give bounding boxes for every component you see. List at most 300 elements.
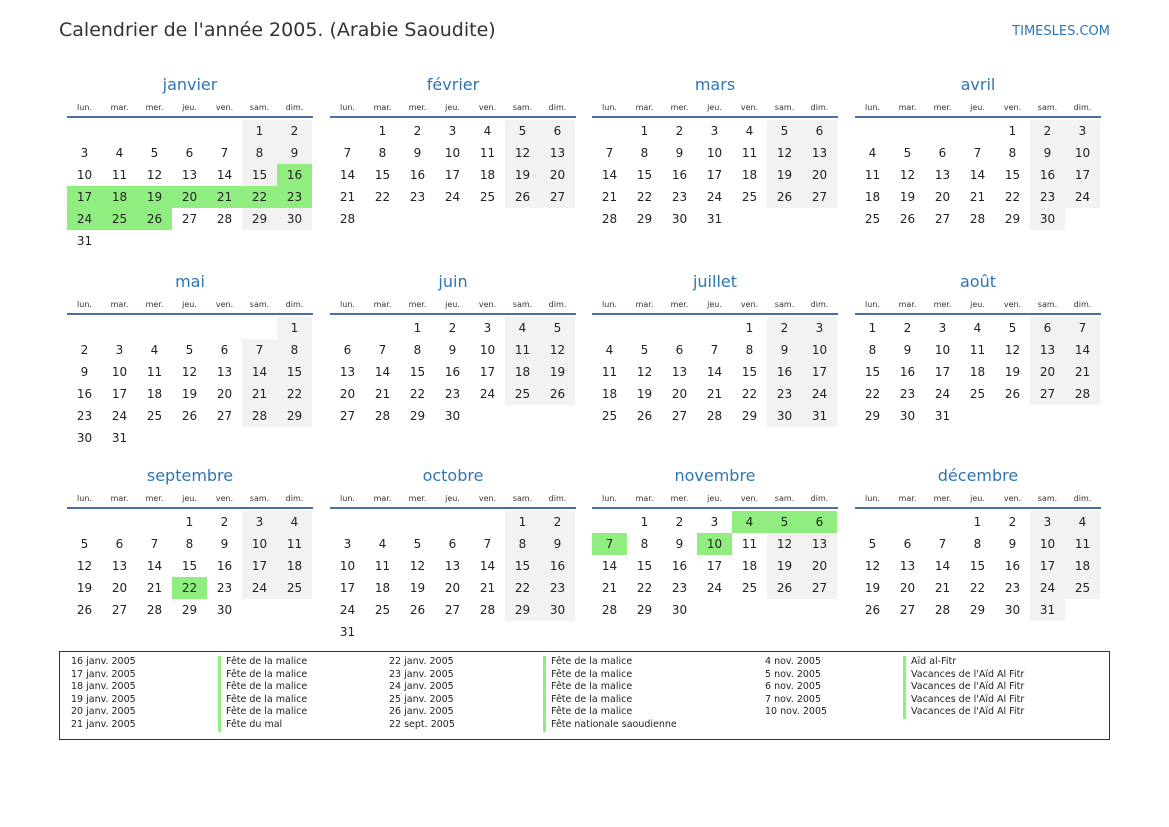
day-cell[interactable]: 11 <box>277 533 312 555</box>
day-cell[interactable]: 12 <box>540 339 575 361</box>
day-cell[interactable]: 24 <box>242 577 277 599</box>
day-cell[interactable]: 5 <box>767 120 802 142</box>
day-cell[interactable]: 7 <box>592 533 627 555</box>
day-cell[interactable]: 2 <box>448 321 457 335</box>
day-cell[interactable]: 11 <box>601 365 618 379</box>
day-cell[interactable]: 16 <box>216 559 233 573</box>
day-cell[interactable]: 15 <box>864 365 881 379</box>
day-cell[interactable]: 10 <box>802 339 837 361</box>
day-cell[interactable]: 20 <box>540 164 575 186</box>
day-cell[interactable]: 3 <box>1065 120 1100 142</box>
day-cell[interactable]: 1 <box>973 515 982 529</box>
day-cell[interactable]: 8 <box>1008 146 1017 160</box>
day-cell[interactable]: 20 <box>1030 361 1065 383</box>
day-cell[interactable]: 13 <box>899 559 916 573</box>
day-cell[interactable]: 17 <box>934 365 951 379</box>
brand-link[interactable]: TIMESLES.COM <box>1012 24 1110 39</box>
day-cell[interactable]: 13 <box>802 533 837 555</box>
day-cell[interactable]: 4 <box>1065 511 1100 533</box>
day-cell[interactable]: 3 <box>1030 511 1065 533</box>
day-cell[interactable]: 27 <box>216 409 233 423</box>
day-cell[interactable]: 10 <box>479 343 496 357</box>
day-cell[interactable]: 24 <box>339 603 356 617</box>
day-cell[interactable]: 22 <box>636 581 653 595</box>
day-cell[interactable]: 23 <box>409 190 426 204</box>
day-cell[interactable]: 27 <box>444 603 461 617</box>
day-cell[interactable]: 5 <box>413 537 422 551</box>
day-cell[interactable]: 13 <box>444 559 461 573</box>
day-cell[interactable]: 16 <box>767 361 802 383</box>
day-cell[interactable]: 28 <box>1065 383 1100 405</box>
day-cell[interactable]: 4 <box>150 343 159 357</box>
day-cell[interactable]: 31 <box>934 409 951 423</box>
day-cell[interactable]: 6 <box>343 343 352 357</box>
day-cell[interactable]: 25 <box>479 190 496 204</box>
day-cell[interactable]: 5 <box>1008 321 1017 335</box>
day-cell[interactable]: 18 <box>102 186 137 208</box>
day-cell[interactable]: 28 <box>934 603 951 617</box>
day-cell[interactable]: 15 <box>741 365 758 379</box>
day-cell[interactable]: 28 <box>339 212 356 226</box>
day-cell[interactable]: 7 <box>150 537 159 551</box>
day-cell[interactable]: 22 <box>505 577 540 599</box>
day-cell[interactable]: 10 <box>111 365 128 379</box>
day-cell[interactable]: 27 <box>1030 383 1065 405</box>
day-cell[interactable]: 18 <box>741 168 758 182</box>
day-cell[interactable]: 1 <box>640 124 649 138</box>
day-cell[interactable]: 16 <box>409 168 426 182</box>
day-cell[interactable]: 26 <box>767 577 802 599</box>
day-cell[interactable]: 2 <box>1030 120 1065 142</box>
day-cell[interactable]: 28 <box>374 409 391 423</box>
day-cell[interactable]: 7 <box>1065 317 1100 339</box>
day-cell[interactable]: 8 <box>277 339 312 361</box>
day-cell[interactable]: 2 <box>220 515 229 529</box>
day-cell[interactable]: 30 <box>1030 208 1065 230</box>
day-cell[interactable]: 6 <box>185 146 194 160</box>
day-cell[interactable]: 26 <box>1004 387 1021 401</box>
day-cell[interactable]: 20 <box>111 581 128 595</box>
day-cell[interactable]: 18 <box>277 555 312 577</box>
day-cell[interactable]: 2 <box>413 124 422 138</box>
day-cell[interactable]: 29 <box>636 603 653 617</box>
day-cell[interactable]: 30 <box>216 603 233 617</box>
day-cell[interactable]: 25 <box>505 383 540 405</box>
day-cell[interactable]: 4 <box>115 146 124 160</box>
day-cell[interactable]: 24 <box>934 387 951 401</box>
day-cell[interactable]: 10 <box>1030 533 1065 555</box>
day-cell[interactable]: 14 <box>601 559 618 573</box>
day-cell[interactable]: 17 <box>1065 164 1100 186</box>
day-cell[interactable]: 31 <box>1030 599 1065 621</box>
day-cell[interactable]: 24 <box>444 190 461 204</box>
day-cell[interactable]: 8 <box>185 537 194 551</box>
day-cell[interactable]: 24 <box>479 387 496 401</box>
day-cell[interactable]: 22 <box>1004 190 1021 204</box>
day-cell[interactable]: 9 <box>277 142 312 164</box>
day-cell[interactable]: 22 <box>374 190 391 204</box>
day-cell[interactable]: 18 <box>1065 555 1100 577</box>
day-cell[interactable]: 5 <box>640 343 649 357</box>
day-cell[interactable]: 19 <box>76 581 93 595</box>
day-cell[interactable]: 21 <box>479 581 496 595</box>
day-cell[interactable]: 11 <box>505 339 540 361</box>
day-cell[interactable]: 31 <box>111 431 128 445</box>
day-cell[interactable]: 8 <box>640 537 649 551</box>
day-cell[interactable]: 12 <box>636 365 653 379</box>
day-cell[interactable]: 27 <box>802 186 837 208</box>
day-cell[interactable]: 16 <box>76 387 93 401</box>
day-cell[interactable]: 20 <box>339 387 356 401</box>
day-cell[interactable]: 22 <box>741 387 758 401</box>
day-cell[interactable]: 12 <box>146 168 163 182</box>
day-cell[interactable]: 30 <box>444 409 461 423</box>
day-cell[interactable]: 1 <box>640 515 649 529</box>
day-cell[interactable]: 7 <box>220 146 229 160</box>
day-cell[interactable]: 7 <box>343 146 352 160</box>
day-cell[interactable]: 4 <box>505 317 540 339</box>
day-cell[interactable]: 13 <box>802 142 837 164</box>
day-cell[interactable]: 28 <box>601 603 618 617</box>
day-cell[interactable]: 2 <box>675 124 684 138</box>
day-cell[interactable]: 11 <box>146 365 163 379</box>
day-cell[interactable]: 3 <box>115 343 124 357</box>
day-cell[interactable]: 1 <box>745 321 754 335</box>
day-cell[interactable]: 17 <box>802 361 837 383</box>
day-cell[interactable]: 23 <box>1004 581 1021 595</box>
day-cell[interactable]: 18 <box>146 387 163 401</box>
day-cell[interactable]: 6 <box>802 511 837 533</box>
day-cell[interactable]: 1 <box>277 317 312 339</box>
day-cell[interactable]: 19 <box>636 387 653 401</box>
day-cell[interactable]: 27 <box>671 409 688 423</box>
day-cell[interactable]: 11 <box>111 168 128 182</box>
day-cell[interactable]: 17 <box>242 555 277 577</box>
day-cell[interactable]: 30 <box>671 603 688 617</box>
day-cell[interactable]: 25 <box>1065 577 1100 599</box>
day-cell[interactable]: 19 <box>137 186 172 208</box>
day-cell[interactable]: 10 <box>706 146 723 160</box>
day-cell[interactable]: 7 <box>378 343 387 357</box>
day-cell[interactable]: 27 <box>111 603 128 617</box>
day-cell[interactable]: 19 <box>505 164 540 186</box>
day-cell[interactable]: 18 <box>741 559 758 573</box>
day-cell[interactable]: 14 <box>706 365 723 379</box>
day-cell[interactable]: 16 <box>671 168 688 182</box>
day-cell[interactable]: 3 <box>483 321 492 335</box>
day-cell[interactable]: 10 <box>1065 142 1100 164</box>
day-cell[interactable]: 8 <box>640 146 649 160</box>
day-cell[interactable]: 20 <box>802 164 837 186</box>
day-cell[interactable]: 30 <box>76 431 93 445</box>
day-cell[interactable]: 27 <box>802 577 837 599</box>
day-cell[interactable]: 9 <box>903 343 912 357</box>
day-cell[interactable]: 30 <box>899 409 916 423</box>
day-cell[interactable]: 12 <box>1004 343 1021 357</box>
day-cell[interactable]: 5 <box>903 146 912 160</box>
day-cell[interactable]: 22 <box>172 577 207 599</box>
day-cell[interactable]: 26 <box>409 603 426 617</box>
day-cell[interactable]: 29 <box>636 212 653 226</box>
day-cell[interactable]: 24 <box>706 190 723 204</box>
day-cell[interactable]: 28 <box>146 603 163 617</box>
day-cell[interactable]: 17 <box>479 365 496 379</box>
day-cell[interactable]: 29 <box>741 409 758 423</box>
day-cell[interactable]: 3 <box>242 511 277 533</box>
day-cell[interactable]: 23 <box>767 383 802 405</box>
day-cell[interactable]: 6 <box>938 146 947 160</box>
day-cell[interactable]: 4 <box>378 537 387 551</box>
day-cell[interactable]: 21 <box>969 190 986 204</box>
day-cell[interactable]: 13 <box>540 142 575 164</box>
day-cell[interactable]: 8 <box>242 142 277 164</box>
day-cell[interactable]: 2 <box>675 515 684 529</box>
day-cell[interactable]: 19 <box>181 387 198 401</box>
day-cell[interactable]: 26 <box>899 212 916 226</box>
day-cell[interactable]: 26 <box>137 208 172 230</box>
day-cell[interactable]: 13 <box>111 559 128 573</box>
day-cell[interactable]: 13 <box>671 365 688 379</box>
day-cell[interactable]: 23 <box>1030 186 1065 208</box>
day-cell[interactable]: 31 <box>706 212 723 226</box>
day-cell[interactable]: 4 <box>745 124 754 138</box>
day-cell[interactable]: 8 <box>868 343 877 357</box>
day-cell[interactable]: 20 <box>899 581 916 595</box>
day-cell[interactable]: 22 <box>409 387 426 401</box>
day-cell[interactable]: 21 <box>601 581 618 595</box>
day-cell[interactable]: 18 <box>969 365 986 379</box>
day-cell[interactable]: 17 <box>706 559 723 573</box>
day-cell[interactable]: 4 <box>483 124 492 138</box>
day-cell[interactable]: 4 <box>605 343 614 357</box>
day-cell[interactable]: 26 <box>636 409 653 423</box>
day-cell[interactable]: 13 <box>339 365 356 379</box>
day-cell[interactable]: 9 <box>675 146 684 160</box>
day-cell[interactable]: 28 <box>216 212 233 226</box>
day-cell[interactable]: 7 <box>242 339 277 361</box>
day-cell[interactable]: 14 <box>1065 339 1100 361</box>
day-cell[interactable]: 4 <box>868 146 877 160</box>
day-cell[interactable]: 13 <box>181 168 198 182</box>
day-cell[interactable]: 18 <box>505 361 540 383</box>
day-cell[interactable]: 15 <box>1004 168 1021 182</box>
day-cell[interactable]: 22 <box>277 383 312 405</box>
day-cell[interactable]: 16 <box>899 365 916 379</box>
day-cell[interactable]: 12 <box>767 142 802 164</box>
day-cell[interactable]: 4 <box>277 511 312 533</box>
day-cell[interactable]: 31 <box>76 234 93 248</box>
day-cell[interactable]: 6 <box>115 537 124 551</box>
day-cell[interactable]: 25 <box>277 577 312 599</box>
day-cell[interactable]: 16 <box>1004 559 1021 573</box>
day-cell[interactable]: 10 <box>242 533 277 555</box>
day-cell[interactable]: 21 <box>207 186 242 208</box>
day-cell[interactable]: 24 <box>802 383 837 405</box>
day-cell[interactable]: 21 <box>339 190 356 204</box>
day-cell[interactable]: 12 <box>864 559 881 573</box>
day-cell[interactable]: 20 <box>802 555 837 577</box>
day-cell[interactable]: 6 <box>448 537 457 551</box>
day-cell[interactable]: 17 <box>444 168 461 182</box>
day-cell[interactable]: 15 <box>242 164 277 186</box>
day-cell[interactable]: 6 <box>802 120 837 142</box>
day-cell[interactable]: 29 <box>1004 212 1021 226</box>
day-cell[interactable]: 19 <box>409 581 426 595</box>
day-cell[interactable]: 28 <box>969 212 986 226</box>
day-cell[interactable]: 9 <box>220 537 229 551</box>
day-cell[interactable]: 27 <box>181 212 198 226</box>
day-cell[interactable]: 19 <box>864 581 881 595</box>
day-cell[interactable]: 30 <box>767 405 802 427</box>
day-cell[interactable]: 28 <box>706 409 723 423</box>
day-cell[interactable]: 8 <box>378 146 387 160</box>
day-cell[interactable]: 10 <box>444 146 461 160</box>
day-cell[interactable]: 22 <box>242 186 277 208</box>
day-cell[interactable]: 2 <box>80 343 89 357</box>
day-cell[interactable]: 30 <box>540 599 575 621</box>
day-cell[interactable]: 15 <box>505 555 540 577</box>
day-cell[interactable]: 11 <box>864 168 881 182</box>
day-cell[interactable]: 4 <box>732 511 767 533</box>
day-cell[interactable]: 24 <box>111 409 128 423</box>
day-cell[interactable]: 24 <box>67 208 102 230</box>
day-cell[interactable]: 14 <box>969 168 986 182</box>
day-cell[interactable]: 3 <box>343 537 352 551</box>
day-cell[interactable]: 2 <box>540 511 575 533</box>
day-cell[interactable]: 11 <box>374 559 391 573</box>
day-cell[interactable]: 6 <box>220 343 229 357</box>
day-cell[interactable]: 26 <box>505 186 540 208</box>
day-cell[interactable]: 14 <box>146 559 163 573</box>
day-cell[interactable]: 27 <box>899 603 916 617</box>
day-cell[interactable]: 16 <box>540 555 575 577</box>
day-cell[interactable]: 19 <box>767 555 802 577</box>
day-cell[interactable]: 1 <box>242 120 277 142</box>
day-cell[interactable]: 18 <box>864 190 881 204</box>
day-cell[interactable]: 8 <box>505 533 540 555</box>
day-cell[interactable]: 9 <box>540 533 575 555</box>
day-cell[interactable]: 11 <box>741 146 758 160</box>
day-cell[interactable]: 29 <box>409 409 426 423</box>
day-cell[interactable]: 19 <box>1004 365 1021 379</box>
day-cell[interactable]: 2 <box>903 321 912 335</box>
day-cell[interactable]: 24 <box>1030 577 1065 599</box>
day-cell[interactable]: 3 <box>80 146 89 160</box>
day-cell[interactable]: 26 <box>767 186 802 208</box>
day-cell[interactable]: 9 <box>413 146 422 160</box>
day-cell[interactable]: 14 <box>242 361 277 383</box>
day-cell[interactable]: 12 <box>767 533 802 555</box>
day-cell[interactable]: 7 <box>483 537 492 551</box>
day-cell[interactable]: 7 <box>605 146 614 160</box>
day-cell[interactable]: 27 <box>934 212 951 226</box>
day-cell[interactable]: 12 <box>409 559 426 573</box>
day-cell[interactable]: 23 <box>444 387 461 401</box>
day-cell[interactable]: 21 <box>374 387 391 401</box>
day-cell[interactable]: 9 <box>1008 537 1017 551</box>
day-cell[interactable]: 25 <box>741 190 758 204</box>
day-cell[interactable]: 14 <box>934 559 951 573</box>
day-cell[interactable]: 19 <box>540 361 575 383</box>
day-cell[interactable]: 12 <box>181 365 198 379</box>
day-cell[interactable]: 28 <box>479 603 496 617</box>
day-cell[interactable]: 10 <box>697 533 732 555</box>
day-cell[interactable]: 1 <box>868 321 877 335</box>
day-cell[interactable]: 6 <box>903 537 912 551</box>
day-cell[interactable]: 20 <box>934 190 951 204</box>
day-cell[interactable]: 7 <box>938 537 947 551</box>
day-cell[interactable]: 5 <box>150 146 159 160</box>
day-cell[interactable]: 6 <box>675 343 684 357</box>
day-cell[interactable]: 19 <box>899 190 916 204</box>
day-cell[interactable]: 21 <box>601 190 618 204</box>
day-cell[interactable]: 21 <box>934 581 951 595</box>
day-cell[interactable]: 23 <box>76 409 93 423</box>
day-cell[interactable]: 15 <box>277 361 312 383</box>
day-cell[interactable]: 14 <box>601 168 618 182</box>
day-cell[interactable]: 15 <box>374 168 391 182</box>
day-cell[interactable]: 26 <box>540 383 575 405</box>
day-cell[interactable]: 25 <box>146 409 163 423</box>
day-cell[interactable]: 2 <box>1008 515 1017 529</box>
day-cell[interactable]: 9 <box>767 339 802 361</box>
day-cell[interactable]: 16 <box>277 164 312 186</box>
day-cell[interactable]: 5 <box>185 343 194 357</box>
day-cell[interactable]: 1 <box>413 321 422 335</box>
day-cell[interactable]: 15 <box>636 559 653 573</box>
day-cell[interactable]: 15 <box>969 559 986 573</box>
day-cell[interactable]: 11 <box>969 343 986 357</box>
day-cell[interactable]: 6 <box>1030 317 1065 339</box>
day-cell[interactable]: 1 <box>505 511 540 533</box>
day-cell[interactable]: 8 <box>745 343 754 357</box>
day-cell[interactable]: 17 <box>339 581 356 595</box>
day-cell[interactable]: 28 <box>242 405 277 427</box>
day-cell[interactable]: 30 <box>671 212 688 226</box>
day-cell[interactable]: 14 <box>216 168 233 182</box>
day-cell[interactable]: 18 <box>374 581 391 595</box>
day-cell[interactable]: 11 <box>1065 533 1100 555</box>
day-cell[interactable]: 22 <box>636 190 653 204</box>
day-cell[interactable]: 3 <box>938 321 947 335</box>
day-cell[interactable]: 3 <box>448 124 457 138</box>
day-cell[interactable]: 26 <box>864 603 881 617</box>
day-cell[interactable]: 22 <box>969 581 986 595</box>
day-cell[interactable]: 25 <box>102 208 137 230</box>
day-cell[interactable]: 16 <box>1030 164 1065 186</box>
day-cell[interactable]: 23 <box>277 186 312 208</box>
day-cell[interactable]: 13 <box>1030 339 1065 361</box>
day-cell[interactable]: 25 <box>374 603 391 617</box>
day-cell[interactable]: 1 <box>1008 124 1017 138</box>
day-cell[interactable]: 15 <box>409 365 426 379</box>
day-cell[interactable]: 20 <box>172 186 207 208</box>
day-cell[interactable]: 13 <box>934 168 951 182</box>
day-cell[interactable]: 29 <box>505 599 540 621</box>
day-cell[interactable]: 29 <box>181 603 198 617</box>
day-cell[interactable]: 5 <box>767 511 802 533</box>
day-cell[interactable]: 16 <box>671 559 688 573</box>
day-cell[interactable]: 5 <box>80 537 89 551</box>
day-cell[interactable]: 25 <box>969 387 986 401</box>
day-cell[interactable]: 10 <box>934 343 951 357</box>
day-cell[interactable]: 7 <box>710 343 719 357</box>
day-cell[interactable]: 17 <box>1030 555 1065 577</box>
day-cell[interactable]: 23 <box>540 577 575 599</box>
day-cell[interactable]: 16 <box>444 365 461 379</box>
day-cell[interactable]: 15 <box>181 559 198 573</box>
day-cell[interactable]: 29 <box>969 603 986 617</box>
